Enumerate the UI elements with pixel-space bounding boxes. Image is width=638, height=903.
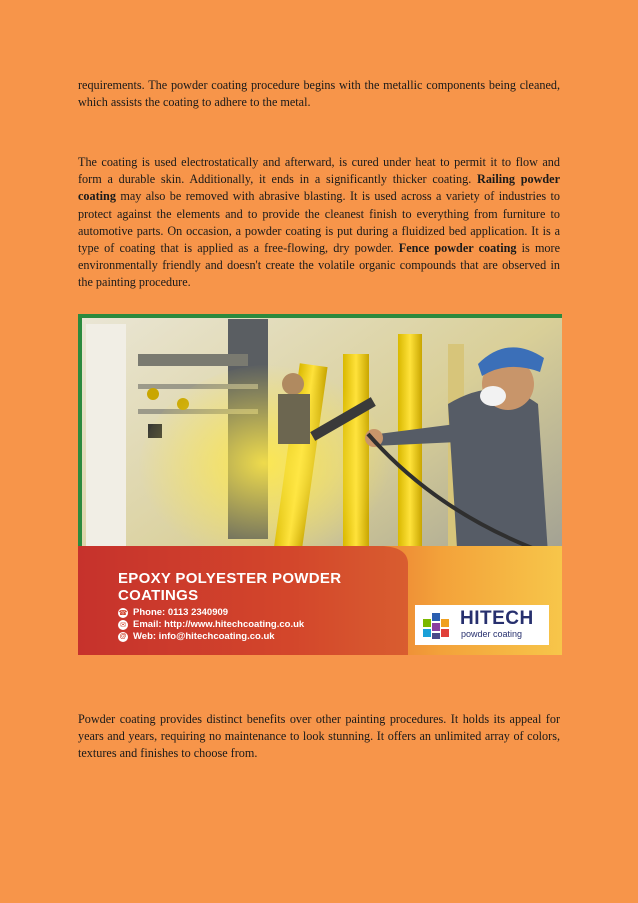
banner-email-text: Email: http://www.hitechcoating.co.uk xyxy=(133,619,305,630)
banner-web xyxy=(118,631,275,642)
banner-title: EPOXY POLYESTER POWDER COATINGS xyxy=(118,570,342,604)
hitech-cube-logo xyxy=(421,609,455,641)
promo-banner-image xyxy=(78,314,562,655)
logo-wordmark: HITECH xyxy=(460,608,534,629)
p2-text-e: is more environmentally friendly and doesn't create the volatile organic compounds that are observed in the painting procedure. xyxy=(78,241,560,290)
paragraph-coating xyxy=(78,154,560,292)
phone-icon: ☎ xyxy=(118,609,128,617)
web-icon: @ xyxy=(119,633,127,640)
p2-text-c: may also be removed with abrasive blasting. It is used across a variety of industries to protect against the elements and to provide the cleanest finish to everything from furniture to automotive parts. On occasion, a powder coating is put during a fluidized bed application. It is a type of coating that is applied as a free-flowing, dry powder. xyxy=(78,189,560,256)
banner-web-text: Web: info@hitechcoating.co.uk xyxy=(133,631,275,642)
hitech-logo xyxy=(415,605,549,645)
banner-phone-text: Phone: 0113 2340909 xyxy=(133,607,229,618)
p2-text-a: The coating is used electrostatically and afterward, is cured under heat to permit it to flow and form a durable skin. Additionally, it ends in a significantly thicker coating. xyxy=(78,155,560,187)
paragraph-benefits: Powder coating provides distinct benefits over other painting procedures. It holds its appeal for years and years, requiring no maintenance to look stunning. It offers an unlimited array of colors, textures and finishes to choose from. xyxy=(78,712,560,761)
email-icon: ✉ xyxy=(118,620,128,630)
fence-powder-coating-link[interactable]: Fence powder coating xyxy=(398,241,517,256)
logo-tagline: powder coating xyxy=(461,629,523,639)
banner-phone xyxy=(118,607,228,618)
railing-powder-coating-link[interactable]: Railing powder coating xyxy=(78,172,560,204)
paragraph-intro: requirements. The powder coating procedure begins with the metallic components being cleaned, which assists the coating to adhere to the metal. xyxy=(78,78,560,110)
banner-email xyxy=(118,619,304,630)
